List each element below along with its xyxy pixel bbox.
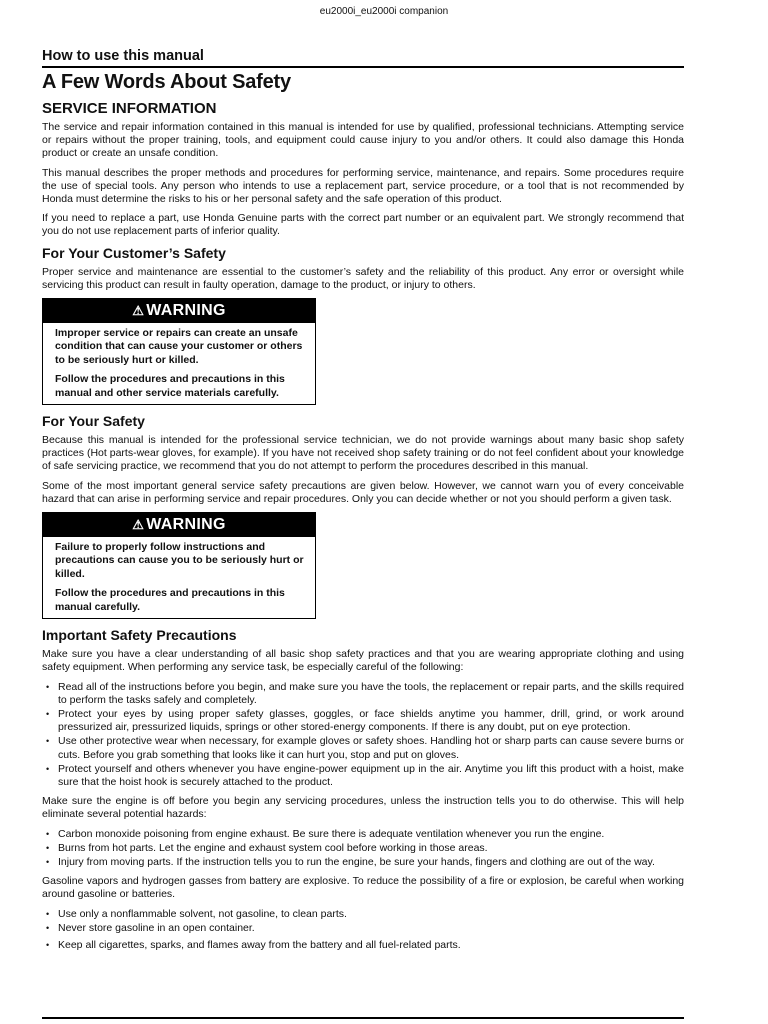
warning-label: WARNING xyxy=(146,302,226,320)
paragraph: Gasoline vapors and hydrogen gasses from battery are explosive. To reduce the possibility of a fire or explosion, be careful when working around gasoline or batteries. xyxy=(42,875,684,901)
paragraph: Some of the most important general service safety precautions are given below. However, we cannot warn you of every conceivable hazard that can arise in performing service and repair procedures. Only you can decide whether or not you should perform a given task. xyxy=(42,479,684,505)
list-item: • Injury from moving parts. If the instruction tells you to run the engine, be sure your hands, fingers and clothing are out of the way. xyxy=(42,856,684,869)
warning-text: Follow the procedures and precautions in this manual carefully. xyxy=(55,587,285,613)
paragraph: Because this manual is intended for the professional service technician, we do not provide warnings about many basic shop safety practices (Hot parts-wear gloves, for example). If you have not received shop safety training or do not feel confident about your knowledge of safe servicing practice, we recommend that you do not attempt to perform the procedures described in this manual. xyxy=(42,434,684,473)
header-rule xyxy=(42,66,684,68)
service-info-heading: SERVICE INFORMATION xyxy=(42,100,217,117)
list-item: • Use other protective wear when necessary, for example gloves or safety shoes. Handling hot or sharp parts can cause severe burns or cuts. Before you grab something that looks like it can hurt you, stop and put on gloves. xyxy=(42,735,684,761)
precautions-heading: Important Safety Precautions xyxy=(42,627,237,644)
list-item: • Read all of the instructions before you begin, and make sure you have the tools, the replacement or repair parts, and the skills required to perform the tasks safely and completely. xyxy=(42,681,684,707)
list-item: • Protect yourself and others whenever you have engine-power equipment up in the air. Anytime you lift this product with a hoist, make sure that the hoist hook is securely attached to the product. xyxy=(42,763,684,789)
document-body xyxy=(42,48,684,958)
paragraph: Make sure the engine is off before you begin any servicing procedures, unless the instruction tells you to do otherwise. This will help eliminate several potential hazards: xyxy=(42,795,684,821)
your-safety-heading: For Your Safety xyxy=(42,413,145,430)
list-item: • Burns from hot parts. Let the engine and exhaust system cool before working in those areas. xyxy=(42,842,684,855)
paragraph: This manual describes the proper methods and procedures for performing service, maintenance, and repairs. Some procedures require the use of special tools. Any person who intends to use a replacement part, service procedure, or a tool that is not recommended by Honda must determine the risks to his or her personal safety and the safe operation of this product. xyxy=(42,166,684,206)
warning-header xyxy=(43,299,315,323)
main-title: A Few Words About Safety xyxy=(42,71,291,93)
warning-triangle-icon: ⚠ xyxy=(132,303,145,319)
warning-box xyxy=(42,512,316,619)
list-item: • Use only a nonflammable solvent, not gasoline, to clean parts. xyxy=(42,908,684,921)
list-item: • Carbon monoxide poisoning from engine exhaust. Be sure there is adequate ventilation whenever you run the engine. xyxy=(42,828,684,841)
warning-text: Follow the procedures and precautions in this manual and other service materials carefully. xyxy=(55,373,285,399)
page-header: eu2000i_eu2000i companion xyxy=(319,6,449,17)
warning-text: Improper service or repairs can create an unsafe condition that can cause your customer or others to be seriously hurt or killed. xyxy=(55,327,303,366)
customer-safety-heading: For Your Customer’s Safety xyxy=(42,244,226,261)
paragraph: If you need to replace a part, use Honda Genuine parts with the correct part number or an equivalent part. We strongly recommend that you do not use replacement parts of inferior quality. xyxy=(42,212,684,238)
bullet-list xyxy=(42,681,684,790)
warning-triangle-icon: ⚠ xyxy=(132,517,145,533)
paragraph: Proper service and maintenance are essential to the customer’s safety and the reliability of this product. Any error or oversight while servicing this product can result in faulty operation, damage to the product, or injury to others. xyxy=(42,265,684,291)
warning-box xyxy=(42,298,316,405)
warning-label: WARNING xyxy=(146,516,226,534)
warning-text: Failure to properly follow instructions and precautions can cause you to be seriously hurt or killed. xyxy=(55,541,304,580)
paragraph: The service and repair information contained in this manual is intended for use by qualified, professional technicians. Attempting service or repairs without the proper training, tools, and equipment could cause injury to you and/or others. It could also damage this Honda product or create an unsafe condition. xyxy=(42,121,684,160)
warning-body xyxy=(43,323,315,404)
bullet-list xyxy=(42,828,684,870)
warning-header xyxy=(43,513,315,537)
footer-rule xyxy=(42,1017,684,1019)
paragraph: Make sure you have a clear understanding of all basic shop safety practices and that you are wearing appropriate clothing and using safety equipment. When performing any service task, be especially careful of the following: xyxy=(42,648,684,674)
bullet-list xyxy=(42,908,684,953)
section-label: How to use this manual xyxy=(42,48,204,64)
list-item: • Keep all cigarettes, sparks, and flames away from the battery and all fuel-related parts. xyxy=(42,939,684,952)
list-item: • Protect your eyes by using proper safety glasses, goggles, or face shields anytime you hammer, drill, grind, or work around pressurized air, pressurized liquids, springs or other stored-energy components. If there is any doubt, put on eye protection. xyxy=(42,708,684,734)
list-item: • Never store gasoline in an open container. xyxy=(42,922,684,935)
warning-body xyxy=(43,537,315,618)
